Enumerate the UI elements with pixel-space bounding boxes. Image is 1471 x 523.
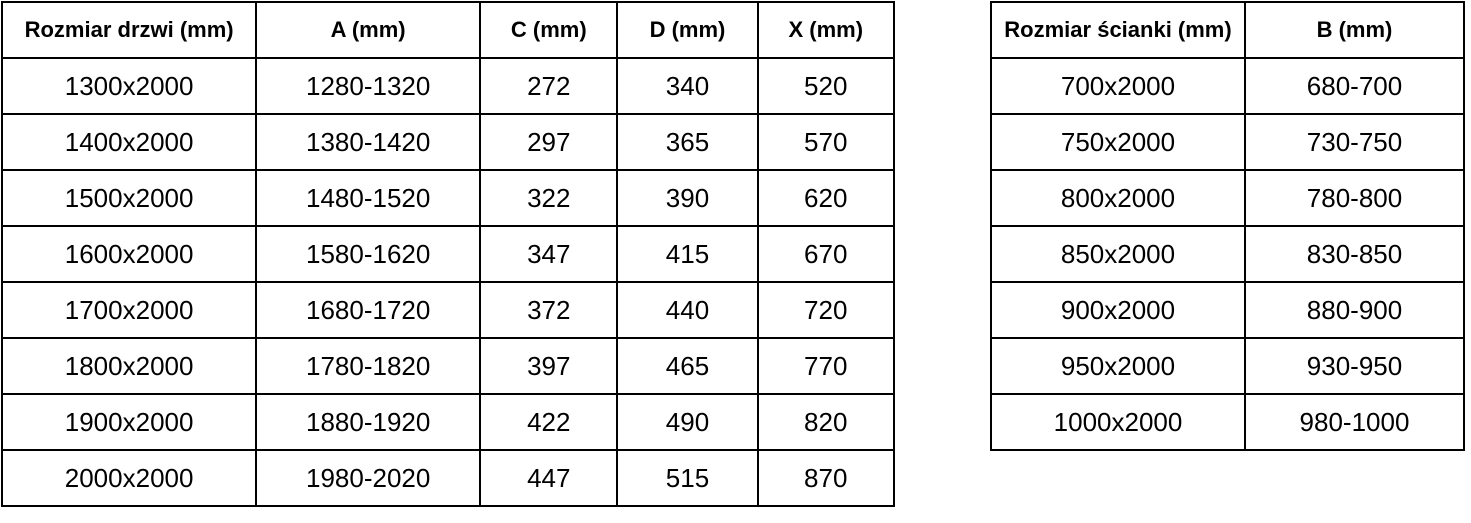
table-cell: 1980-2020 xyxy=(256,450,480,506)
table-cell: 720 xyxy=(758,282,895,338)
column-header: C (mm) xyxy=(480,2,617,58)
table-cell: 1400x2000 xyxy=(2,114,256,170)
column-header: X (mm) xyxy=(758,2,895,58)
table-cell: 930-950 xyxy=(1245,338,1464,394)
table-cell: 1580-1620 xyxy=(256,226,480,282)
door-sizes-table-body xyxy=(2,58,894,506)
table-cell: 465 xyxy=(617,338,757,394)
table-cell: 1300x2000 xyxy=(2,58,256,114)
table-row xyxy=(991,394,1464,450)
table-cell: 272 xyxy=(480,58,617,114)
table-cell: 800x2000 xyxy=(991,170,1245,226)
table-row xyxy=(991,338,1464,394)
table-row xyxy=(991,114,1464,170)
table-cell: 340 xyxy=(617,58,757,114)
table-cell: 1800x2000 xyxy=(2,338,256,394)
column-header: A (mm) xyxy=(256,2,480,58)
column-header: B (mm) xyxy=(1245,2,1464,58)
table-row xyxy=(991,170,1464,226)
table-cell: 1680-1720 xyxy=(256,282,480,338)
table-cell: 620 xyxy=(758,170,895,226)
table-cell: 1780-1820 xyxy=(256,338,480,394)
table-cell: 1600x2000 xyxy=(2,226,256,282)
table-cell: 950x2000 xyxy=(991,338,1245,394)
wall-sizes-table-head xyxy=(991,2,1464,58)
door-sizes-table xyxy=(1,1,895,507)
table-cell: 770 xyxy=(758,338,895,394)
table-row xyxy=(2,450,894,506)
wall-sizes-table xyxy=(990,1,1465,451)
table-row xyxy=(991,58,1464,114)
column-header: Rozmiar ścianki (mm) xyxy=(991,2,1245,58)
table-cell: 880-900 xyxy=(1245,282,1464,338)
table-cell: 570 xyxy=(758,114,895,170)
table-cell: 347 xyxy=(480,226,617,282)
table-cell: 1500x2000 xyxy=(2,170,256,226)
table-row xyxy=(2,58,894,114)
table-cell: 870 xyxy=(758,450,895,506)
table-cell: 1000x2000 xyxy=(991,394,1245,450)
column-header: Rozmiar drzwi (mm) xyxy=(2,2,256,58)
table-cell: 1380-1420 xyxy=(256,114,480,170)
table-cell: 322 xyxy=(480,170,617,226)
table-cell: 1280-1320 xyxy=(256,58,480,114)
table-row xyxy=(2,338,894,394)
table-cell: 830-850 xyxy=(1245,226,1464,282)
table-cell: 900x2000 xyxy=(991,282,1245,338)
table-cell: 700x2000 xyxy=(991,58,1245,114)
table-cell: 365 xyxy=(617,114,757,170)
table-cell: 520 xyxy=(758,58,895,114)
header-row xyxy=(2,2,894,58)
table-cell: 490 xyxy=(617,394,757,450)
table-cell: 297 xyxy=(480,114,617,170)
table-cell: 390 xyxy=(617,170,757,226)
table-row xyxy=(991,226,1464,282)
column-header: D (mm) xyxy=(617,2,757,58)
table-cell: 397 xyxy=(480,338,617,394)
table-cell: 1700x2000 xyxy=(2,282,256,338)
table-cell: 1480-1520 xyxy=(256,170,480,226)
table-cell: 415 xyxy=(617,226,757,282)
table-cell: 1900x2000 xyxy=(2,394,256,450)
table-cell: 670 xyxy=(758,226,895,282)
wall-sizes-table-body xyxy=(991,58,1464,450)
table-cell: 780-800 xyxy=(1245,170,1464,226)
table-row xyxy=(2,394,894,450)
table-cell: 730-750 xyxy=(1245,114,1464,170)
header-row xyxy=(991,2,1464,58)
table-row xyxy=(2,114,894,170)
table-cell: 372 xyxy=(480,282,617,338)
table-cell: 850x2000 xyxy=(991,226,1245,282)
table-cell: 2000x2000 xyxy=(2,450,256,506)
table-cell: 1880-1920 xyxy=(256,394,480,450)
table-row xyxy=(2,170,894,226)
table-row xyxy=(2,282,894,338)
table-cell: 980-1000 xyxy=(1245,394,1464,450)
table-cell: 680-700 xyxy=(1245,58,1464,114)
door-sizes-table-head xyxy=(2,2,894,58)
table-cell: 750x2000 xyxy=(991,114,1245,170)
table-cell: 440 xyxy=(617,282,757,338)
table-cell: 422 xyxy=(480,394,617,450)
table-cell: 820 xyxy=(758,394,895,450)
table-cell: 515 xyxy=(617,450,757,506)
table-row xyxy=(991,282,1464,338)
table-cell: 447 xyxy=(480,450,617,506)
table-row xyxy=(2,226,894,282)
